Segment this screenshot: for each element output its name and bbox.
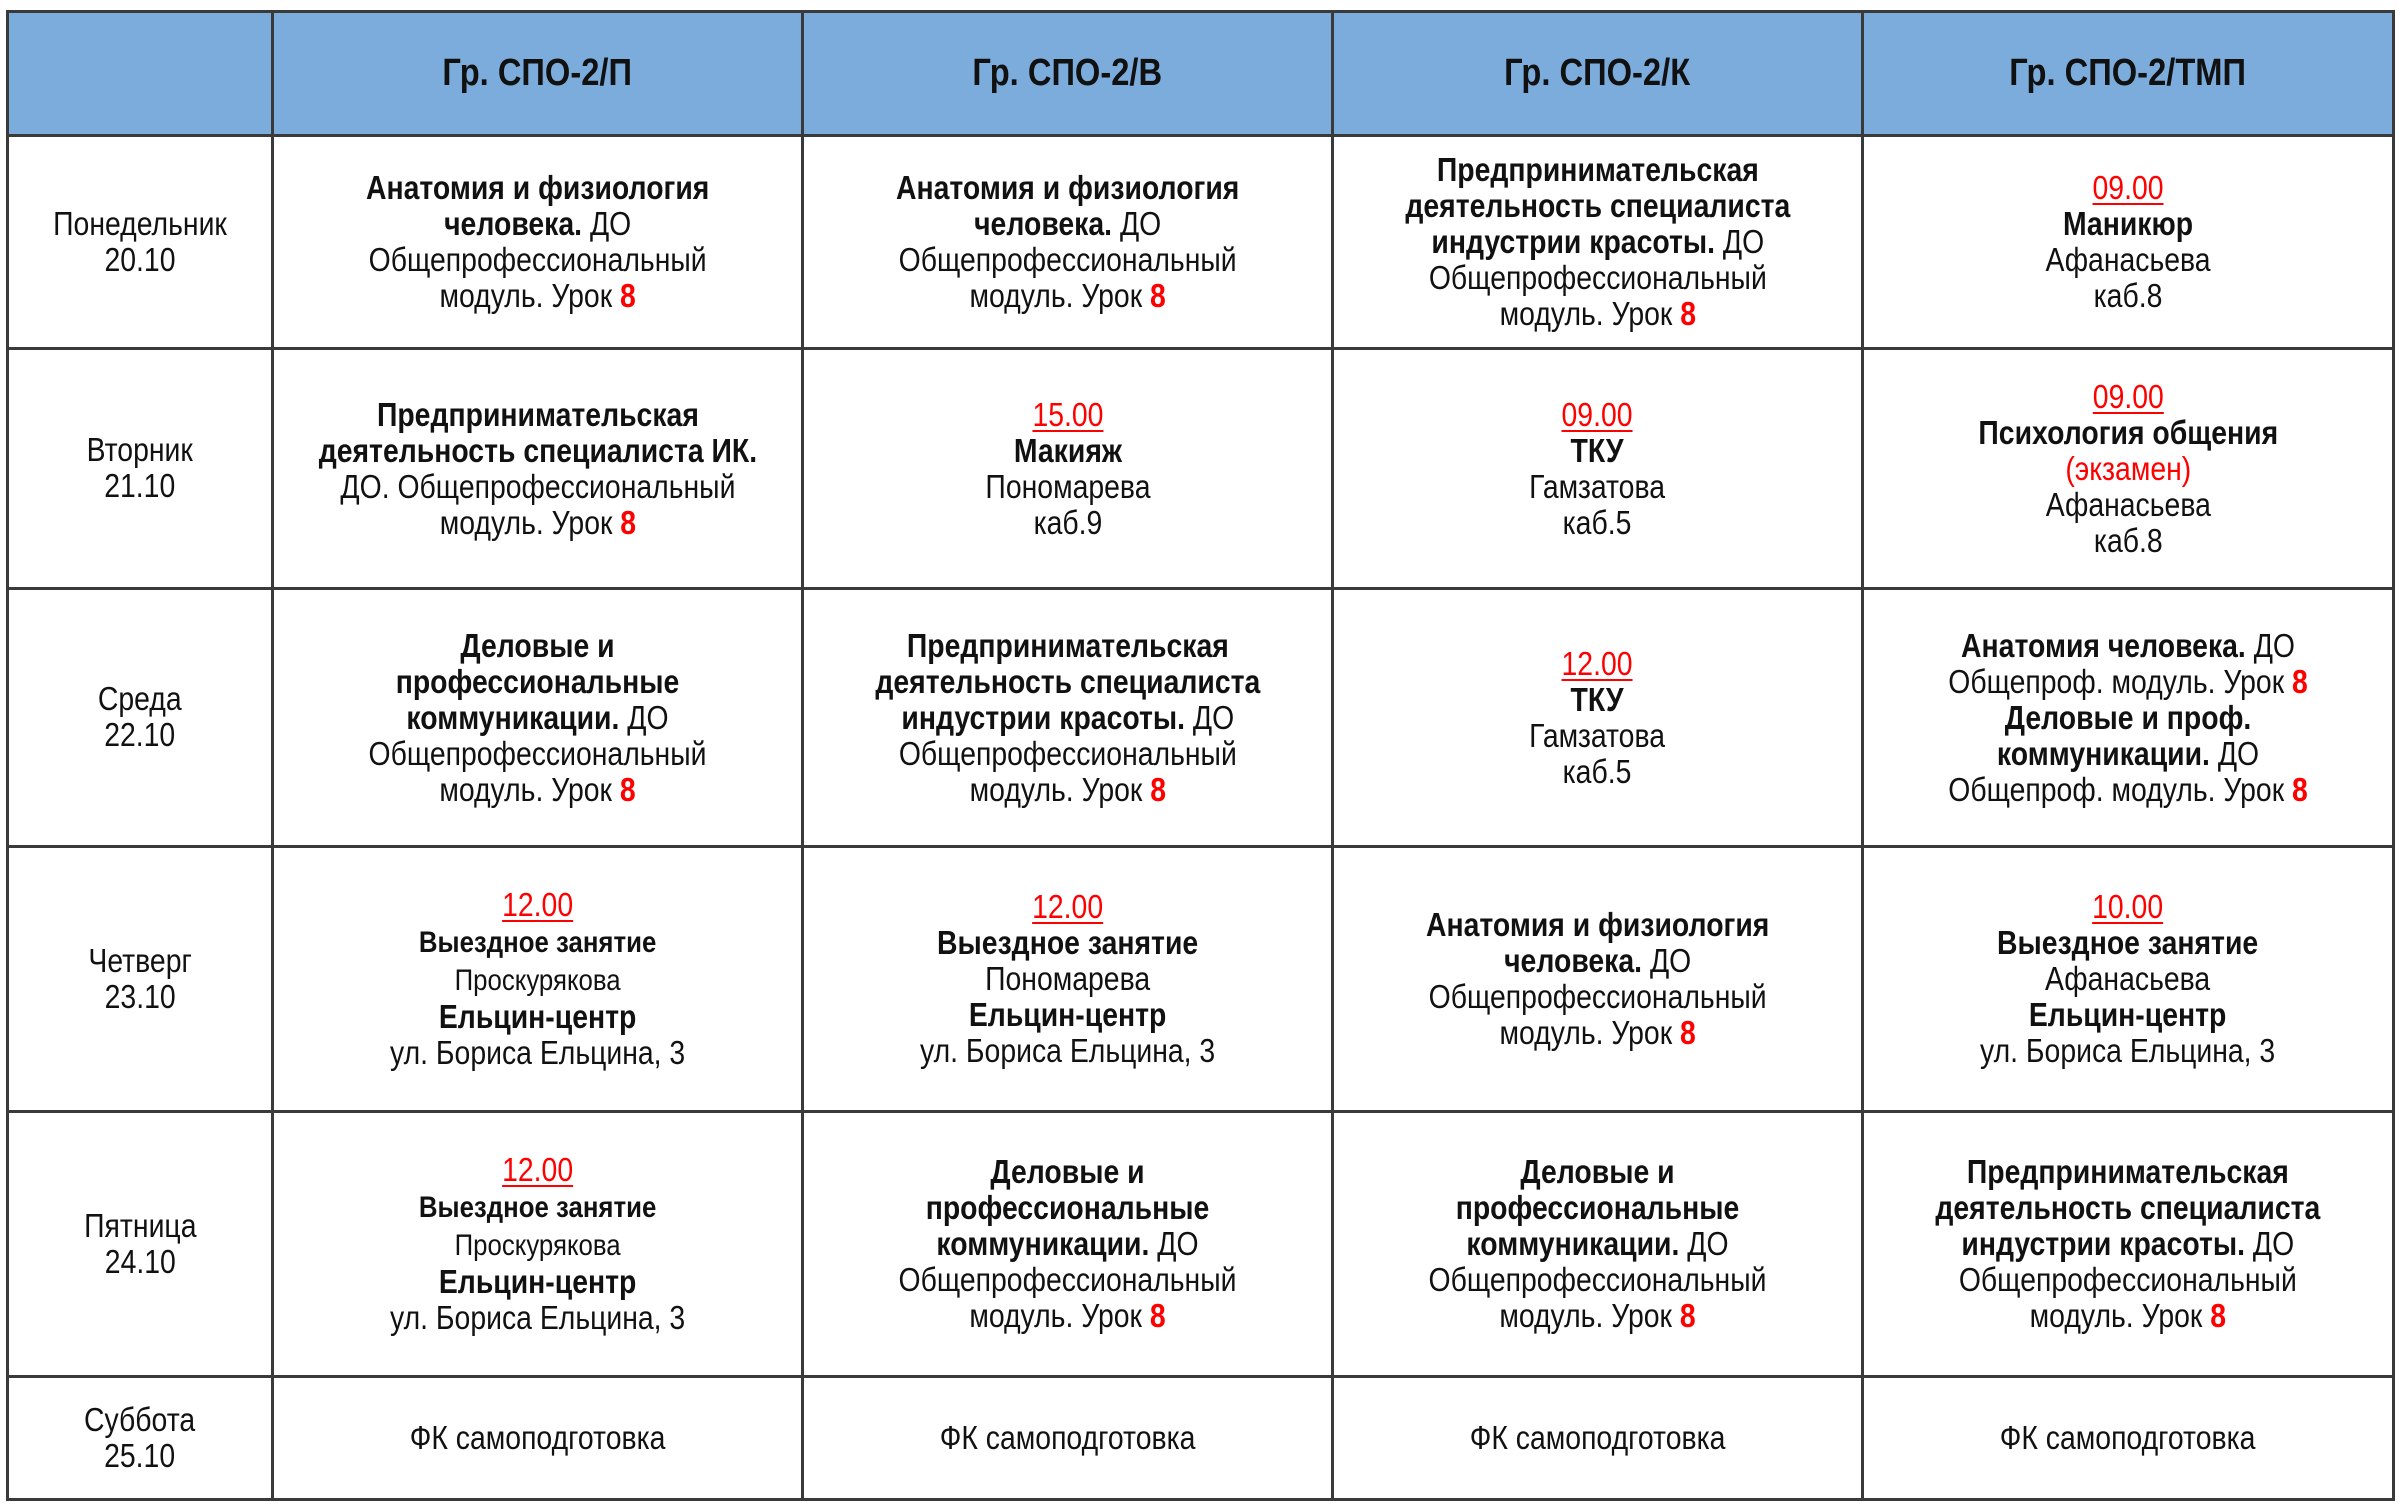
- lesson-time: 15.00: [1031, 395, 1104, 433]
- lesson-line: [1405, 296, 1790, 332]
- lesson-title: Анатомия человека.: [1961, 626, 2246, 664]
- lesson-detail: модуль. Урок: [969, 770, 1150, 808]
- lesson-title: Ельцин-центр: [968, 996, 1167, 1033]
- lesson-title: Психология общения: [1978, 413, 2278, 451]
- lesson-detail: Афанасьева: [2045, 960, 2211, 997]
- lesson-content: [899, 1154, 1237, 1334]
- lesson-title: индустрии красоты.: [1431, 223, 1715, 260]
- lesson-title: Деловые и проф.: [2004, 698, 2252, 736]
- lesson-cell: [803, 136, 1333, 349]
- lesson-title: Ельцин-центр: [438, 1263, 637, 1300]
- lesson-line: [366, 206, 709, 242]
- lesson-line: [1426, 979, 1769, 1015]
- lesson-line: [410, 1420, 666, 1456]
- lesson-line: [896, 278, 1239, 314]
- lesson-line: [985, 433, 1150, 469]
- lesson-content: [1405, 152, 1790, 332]
- lesson-number: 8: [1149, 770, 1166, 808]
- lesson-detail: ДО: [619, 698, 669, 736]
- lesson-line: [1978, 451, 2278, 487]
- lesson-line: [1948, 772, 2308, 808]
- lesson-line: [369, 700, 707, 736]
- lesson-title: Выездное занятие: [936, 924, 1199, 961]
- lesson-detail: Афанасьева: [2045, 485, 2211, 523]
- lesson-cell: [1333, 847, 1863, 1112]
- day-cell: [8, 349, 273, 589]
- lesson-title: Предпринимательская: [1967, 1153, 2289, 1190]
- lesson-cell: [1863, 1112, 2394, 1377]
- lesson-line: [390, 999, 685, 1035]
- lesson-title: коммуникации.: [1466, 1225, 1680, 1262]
- lesson-content: [1978, 379, 2278, 559]
- lesson-detail: Афанасьева: [2045, 241, 2211, 278]
- lesson-line: [1405, 152, 1790, 188]
- lesson-time: 12.00: [501, 1151, 574, 1188]
- lesson-title: Ельцин-центр: [438, 998, 637, 1035]
- lesson-detail: Общепрофессиональный: [898, 734, 1237, 772]
- day-name: Вторник: [86, 431, 194, 468]
- day-date: 20.10: [104, 240, 176, 278]
- lesson-cell: [803, 589, 1333, 847]
- lesson-line: [2000, 1420, 2256, 1456]
- lesson-title: Анатомия и физиология: [1425, 906, 1770, 943]
- day-name: Понедельник: [53, 204, 227, 242]
- lesson-line: [899, 1262, 1237, 1298]
- lesson-line: [875, 628, 1260, 664]
- lesson-detail: ул. Бориса Ельцина, 3: [919, 1032, 1216, 1069]
- lesson-content: [390, 887, 685, 1071]
- lesson-cell: [803, 349, 1333, 589]
- lesson-title: Выездное занятие: [1997, 924, 2259, 961]
- lesson-detail: ДО: [2245, 626, 2295, 664]
- lesson-line: [1429, 1262, 1767, 1298]
- lesson-detail: Общепрофессиональный: [368, 734, 707, 772]
- lesson-line: [2045, 242, 2210, 278]
- lesson-detail: Общепроф. модуль. Урок: [1948, 662, 2292, 700]
- lesson-content: [1980, 889, 2275, 1069]
- lesson-detail: модуль. Урок: [1499, 295, 1680, 332]
- lesson-line: [369, 628, 707, 664]
- lesson-cell: [1333, 349, 1863, 589]
- lesson-line: [1980, 961, 2275, 997]
- lesson-cell: [1333, 1377, 1863, 1500]
- day-cell: [8, 1112, 273, 1377]
- lesson-line: [1948, 664, 2308, 700]
- group-title: Гр. СПО-2/П: [442, 52, 633, 94]
- day-date: 22.10: [104, 716, 176, 753]
- lesson-detail: ДО: [1641, 942, 1692, 979]
- lesson-number: 8: [1149, 1297, 1166, 1334]
- lesson-title: ТКУ: [1570, 431, 1625, 469]
- lesson-detail: модуль. Урок: [969, 1297, 1150, 1334]
- lesson-time: 12.00: [501, 886, 574, 923]
- lesson-title: деятельность специалиста ИК.: [318, 431, 757, 469]
- day-cell: [8, 847, 273, 1112]
- lesson-title: Деловые и: [990, 1153, 1145, 1190]
- lesson-detail: ДО: [581, 205, 632, 242]
- lesson-detail: модуль. Урок: [2029, 1297, 2211, 1334]
- lesson-content: [896, 170, 1239, 314]
- lesson-content: [985, 397, 1150, 541]
- lesson-line: [1426, 1015, 1769, 1051]
- lesson-time: 12.00: [1561, 644, 1634, 682]
- lesson-cell: [273, 1112, 803, 1377]
- table-row: [8, 136, 2394, 349]
- lesson-title: Предпринимательская: [1436, 151, 1759, 188]
- lesson-line: [1426, 907, 1769, 943]
- lesson-title: профессиональные: [395, 662, 680, 700]
- lesson-cell: [1863, 847, 2394, 1112]
- lesson-line: [369, 736, 707, 772]
- lesson-line: [896, 170, 1239, 206]
- lesson-detail: ФК самоподготовка: [939, 1419, 1196, 1456]
- day-date: 21.10: [104, 467, 176, 504]
- table-row: [8, 1377, 2394, 1500]
- lesson-detail: каб.8: [2093, 521, 2163, 559]
- lesson-content: [366, 170, 709, 314]
- lesson-line: [899, 1154, 1237, 1190]
- group-title: Гр. СПО-2/ТМП: [2009, 52, 2247, 94]
- lesson-title: коммуникации.: [406, 698, 620, 736]
- lesson-line: [390, 1226, 685, 1264]
- lesson-line: [369, 664, 707, 700]
- lesson-line: [1405, 188, 1790, 224]
- lesson-title: Макияж: [1013, 431, 1122, 469]
- lesson-detail: модуль. Урок: [1499, 1297, 1680, 1334]
- lesson-number: 8: [1679, 1297, 1696, 1334]
- lesson-content: [920, 889, 1215, 1069]
- lesson-line: [1980, 889, 2275, 925]
- lesson-title: Предпринимательская: [376, 395, 699, 433]
- lesson-cell: [803, 1112, 1333, 1377]
- lesson-content: [2045, 170, 2210, 314]
- lesson-detail: ДО: [1149, 1225, 1199, 1262]
- lesson-detail: модуль. Урок: [439, 503, 620, 541]
- lesson-cell: [1333, 136, 1863, 349]
- lesson-content: [1530, 397, 1666, 541]
- lesson-content: [1429, 1154, 1767, 1334]
- lesson-line: [390, 887, 685, 923]
- lesson-detail: Общепрофессиональный: [1428, 1261, 1767, 1298]
- lesson-title: коммуникации.: [936, 1225, 1150, 1262]
- lesson-detail: Общепроф. модуль. Урок: [1948, 770, 2292, 808]
- lesson-title: Деловые и: [1520, 1153, 1675, 1190]
- lesson-number: 8: [619, 277, 636, 314]
- day-name: Суббота: [84, 1400, 196, 1438]
- lesson-number: 8: [619, 770, 636, 808]
- lesson-content: [410, 1420, 666, 1456]
- lesson-title: профессиональные: [925, 1189, 1210, 1226]
- lesson-detail: каб.5: [1563, 503, 1632, 541]
- lesson-line: [1980, 925, 2275, 961]
- exam-badge: (экзамен): [2065, 449, 2191, 487]
- lesson-title: Анатомия и физиология: [895, 169, 1240, 206]
- schedule-table: [6, 10, 2395, 1501]
- lesson-time: 09.00: [1561, 395, 1634, 433]
- lesson-line: [920, 925, 1215, 961]
- lesson-line: [390, 961, 685, 999]
- lesson-line: [318, 469, 756, 505]
- lesson-detail: Общепрофессиональный: [368, 241, 707, 278]
- table-row: [8, 1112, 2394, 1377]
- lesson-line: [1426, 943, 1769, 979]
- lesson-line: [1405, 260, 1790, 296]
- lesson-line: [1530, 682, 1666, 718]
- lesson-detail: Общепрофессиональный: [898, 241, 1237, 278]
- lesson-line: [920, 961, 1215, 997]
- lesson-number: 8: [2291, 770, 2308, 808]
- lesson-line: [1948, 628, 2308, 664]
- lesson-cell: [1333, 1112, 1863, 1377]
- lesson-cell: [273, 136, 803, 349]
- lesson-line: [366, 278, 709, 314]
- lesson-line: [1530, 469, 1666, 505]
- lesson-title: Анатомия и физиология: [365, 169, 710, 206]
- lesson-line: [1978, 523, 2278, 559]
- lesson-detail: Общепрофессиональный: [1428, 259, 1767, 296]
- lesson-content: [390, 1152, 685, 1336]
- day-date: 25.10: [104, 1436, 176, 1474]
- lesson-line: [920, 1033, 1215, 1069]
- lesson-title: Ельцин-центр: [2029, 996, 2227, 1033]
- lesson-detail: ул. Бориса Ельцина, 3: [389, 1299, 686, 1336]
- lesson-line: [899, 1298, 1237, 1334]
- lesson-line: [369, 772, 707, 808]
- lesson-content: [369, 628, 707, 808]
- group-title: Гр. СПО-2/К: [1504, 52, 1691, 94]
- lesson-title: Выездное занятие: [418, 926, 657, 959]
- lesson-detail: ул. Бориса Ельцина, 3: [389, 1034, 686, 1071]
- lesson-title: Выездное занятие: [418, 1191, 657, 1224]
- lesson-line: [390, 1188, 685, 1226]
- lesson-detail: ДО: [1184, 698, 1234, 736]
- lesson-title: индустрии красоты.: [901, 698, 1185, 736]
- lesson-detail: Пономарева: [984, 960, 1151, 997]
- lesson-title: коммуникации.: [1996, 734, 2210, 772]
- lesson-line: [390, 1035, 685, 1071]
- day-name: Среда: [98, 680, 182, 717]
- lesson-title: деятельность специалиста: [1405, 187, 1790, 224]
- lesson-time: 09.00: [2092, 377, 2164, 415]
- day-name: Четверг: [88, 941, 192, 979]
- lesson-number: 8: [1679, 1014, 1696, 1051]
- lesson-title: деятельность специалиста: [1935, 1189, 2321, 1226]
- lesson-time: 12.00: [1031, 888, 1104, 925]
- day-cell: [8, 1377, 273, 1500]
- lesson-line: [875, 772, 1260, 808]
- lesson-title: Предпринимательская: [906, 626, 1229, 664]
- lesson-line: [1936, 1262, 2321, 1298]
- lesson-line: [1948, 736, 2308, 772]
- table-row: [8, 847, 2394, 1112]
- lesson-time: 10.00: [2092, 888, 2164, 925]
- lesson-line: [1429, 1298, 1767, 1334]
- lesson-detail: Гамзатова: [1529, 467, 1666, 505]
- lesson-content: [1530, 646, 1666, 790]
- lesson-line: [1936, 1154, 2321, 1190]
- lesson-line: [1470, 1420, 1726, 1456]
- lesson-title: Маникюр: [2062, 205, 2194, 242]
- group-title: Гр. СПО-2/В: [972, 52, 1163, 94]
- lesson-cell: [803, 1377, 1333, 1500]
- lesson-cell: [1863, 1377, 2394, 1500]
- lesson-line: [390, 1300, 685, 1336]
- lesson-cell: [1863, 589, 2394, 847]
- group-header-spo2-p: [273, 12, 803, 136]
- lesson-title: человека.: [973, 205, 1112, 242]
- lesson-line: [1936, 1226, 2321, 1262]
- lesson-content: [940, 1420, 1196, 1456]
- lesson-line: [899, 1190, 1237, 1226]
- lesson-line: [366, 242, 709, 278]
- lesson-detail: ул. Бориса Ельцина, 3: [1980, 1032, 2276, 1069]
- lesson-line: [390, 923, 685, 961]
- lesson-line: [1978, 379, 2278, 415]
- lesson-detail: каб.8: [2093, 277, 2163, 314]
- lesson-detail: Гамзатова: [1529, 716, 1666, 754]
- lesson-line: [1978, 415, 2278, 451]
- lesson-line: [1936, 1190, 2321, 1226]
- header-row: [8, 12, 2394, 136]
- lesson-content: [1426, 907, 1769, 1051]
- lesson-detail: ФК самоподготовка: [2000, 1419, 2256, 1456]
- lesson-line: [985, 397, 1150, 433]
- lesson-cell: [1863, 136, 2394, 349]
- lesson-number: 8: [2291, 662, 2308, 700]
- lesson-line: [985, 469, 1150, 505]
- lesson-time: 09.00: [2092, 169, 2164, 206]
- lesson-line: [318, 433, 756, 469]
- lesson-line: [1530, 505, 1666, 541]
- lesson-line: [2045, 278, 2210, 314]
- lesson-line: [920, 997, 1215, 1033]
- lesson-line: [940, 1420, 1196, 1456]
- lesson-line: [1948, 700, 2308, 736]
- lesson-line: [1980, 997, 2275, 1033]
- lesson-detail: модуль. Урок: [439, 277, 620, 314]
- table-row: [8, 589, 2394, 847]
- lesson-line: [875, 736, 1260, 772]
- lesson-detail: ФК самоподготовка: [409, 1419, 666, 1456]
- lesson-detail: Общепрофессиональный: [1959, 1261, 2297, 1298]
- lesson-detail: ДО: [2245, 1225, 2295, 1262]
- lesson-title: профессиональные: [1455, 1189, 1740, 1226]
- day-date: 23.10: [104, 977, 176, 1015]
- lesson-detail: ДО: [1111, 205, 1162, 242]
- lesson-number: 8: [1149, 277, 1166, 314]
- group-header-spo2-tmp: [1863, 12, 2394, 136]
- lesson-cell: [273, 1377, 803, 1500]
- lesson-cell: [273, 847, 803, 1112]
- lesson-line: [1530, 433, 1666, 469]
- lesson-cell: [273, 589, 803, 847]
- lesson-line: [896, 206, 1239, 242]
- lesson-detail: модуль. Урок: [969, 277, 1150, 314]
- lesson-cell: [1863, 349, 2394, 589]
- lesson-line: [318, 505, 756, 541]
- lesson-line: [390, 1264, 685, 1300]
- lesson-cell: [273, 349, 803, 589]
- lesson-line: [920, 889, 1215, 925]
- lesson-detail: модуль. Урок: [439, 770, 620, 808]
- lesson-line: [366, 170, 709, 206]
- lesson-line: [1530, 754, 1666, 790]
- lesson-line: [1530, 718, 1666, 754]
- lesson-detail: каб.5: [1563, 752, 1632, 790]
- lesson-title: человека.: [443, 205, 582, 242]
- lesson-detail: ДО: [2209, 734, 2260, 772]
- lesson-content: [1948, 628, 2308, 808]
- lesson-content: [1470, 1420, 1726, 1456]
- table-row: [8, 349, 2394, 589]
- lesson-content: [2000, 1420, 2256, 1456]
- lesson-detail: Общепрофессиональный: [898, 1261, 1237, 1298]
- lesson-line: [1405, 224, 1790, 260]
- lesson-line: [875, 664, 1260, 700]
- lesson-line: [985, 505, 1150, 541]
- lesson-detail: ДО: [1679, 1225, 1729, 1262]
- lesson-detail: ФК самоподготовка: [1469, 1419, 1726, 1456]
- lesson-line: [390, 1152, 685, 1188]
- lesson-line: [1530, 646, 1666, 682]
- lesson-detail: каб.9: [1033, 503, 1102, 541]
- lesson-title: Деловые и: [460, 626, 615, 664]
- lesson-line: [1980, 1033, 2275, 1069]
- lesson-line: [2045, 206, 2210, 242]
- lesson-detail: Проскурякова: [454, 1229, 621, 1262]
- lesson-title: индустрии красоты.: [1961, 1225, 2246, 1262]
- lesson-detail: Проскурякова: [454, 964, 621, 997]
- lesson-line: [1936, 1298, 2321, 1334]
- lesson-cell: [803, 847, 1333, 1112]
- lesson-content: [1936, 1154, 2321, 1334]
- lesson-content: [875, 628, 1260, 808]
- day-cell: [8, 136, 273, 349]
- lesson-line: [1978, 487, 2278, 523]
- day-cell: [8, 589, 273, 847]
- lesson-line: [875, 700, 1260, 736]
- lesson-detail: Пономарева: [984, 467, 1151, 505]
- group-header-spo2-k: [1333, 12, 1863, 136]
- lesson-content: [318, 397, 756, 541]
- lesson-title: ТКУ: [1570, 680, 1625, 718]
- lesson-line: [2045, 170, 2210, 206]
- lesson-line: [318, 397, 756, 433]
- lesson-line: [1530, 397, 1666, 433]
- lesson-detail: Общепрофессиональный: [1428, 978, 1767, 1015]
- corner-header-cell: [8, 12, 273, 136]
- lesson-detail: ДО: [1714, 223, 1764, 260]
- lesson-line: [899, 1226, 1237, 1262]
- lesson-detail: модуль. Урок: [1499, 1014, 1680, 1051]
- lesson-number: 8: [2210, 1297, 2227, 1334]
- day-date: 24.10: [104, 1242, 176, 1280]
- lesson-line: [1429, 1190, 1767, 1226]
- lesson-line: [896, 242, 1239, 278]
- lesson-number: 8: [619, 503, 636, 541]
- lesson-title: человека.: [1503, 942, 1642, 979]
- lesson-title: деятельность специалиста: [875, 662, 1260, 700]
- lesson-cell: [1333, 589, 1863, 847]
- group-header-spo2-v: [803, 12, 1333, 136]
- lesson-number: 8: [1679, 295, 1696, 332]
- lesson-line: [1429, 1154, 1767, 1190]
- day-name: Пятница: [83, 1206, 197, 1244]
- lesson-line: [1429, 1226, 1767, 1262]
- lesson-detail: ДО. Общепрофессиональный: [339, 467, 736, 505]
